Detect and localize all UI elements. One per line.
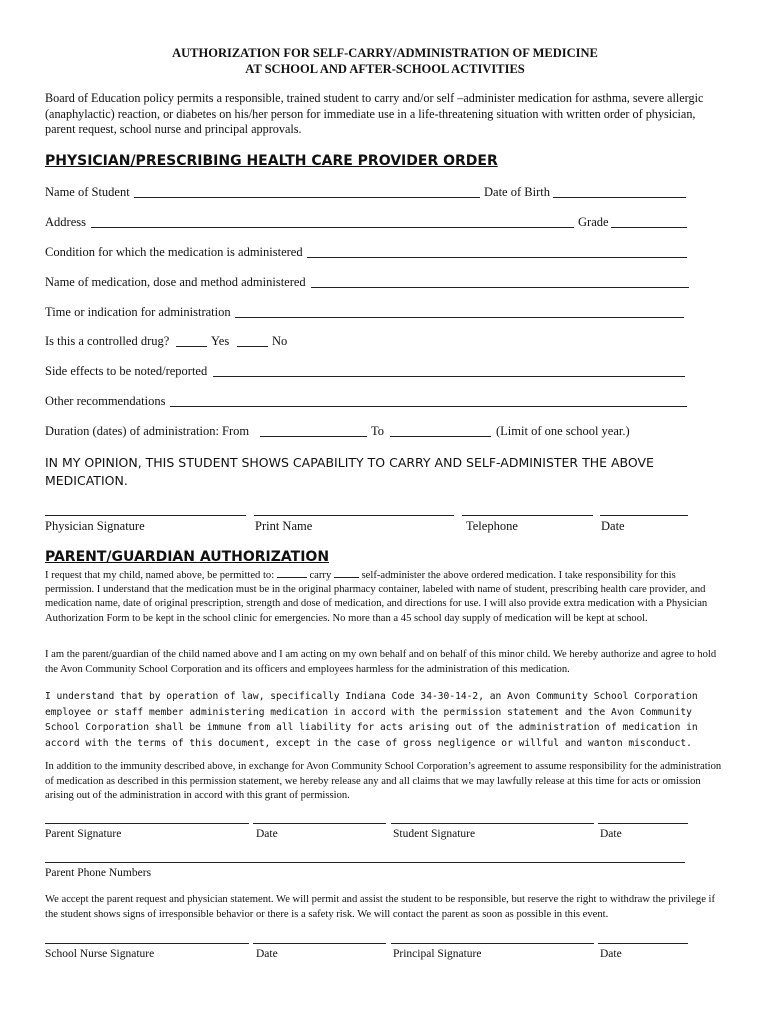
address-field[interactable] (91, 227, 574, 228)
nurse-signature-label: School Nurse Signature (45, 948, 155, 960)
parent-phone-field[interactable] (45, 862, 685, 863)
parent-date-field[interactable] (253, 823, 386, 824)
parent-request-text-b: self-administer the above ordered medication. I take responsibility for this (361, 570, 676, 581)
parent-signature-field[interactable] (45, 823, 249, 824)
other-recommendations-label: Other recommendations (45, 394, 166, 408)
controlled-drug-label: Is this a controlled drug? (45, 334, 170, 348)
medication-label: Name of medication, dose and method administered (45, 275, 306, 289)
school-acceptance-paragraph: We accept the parent request and physician statement. We will permit and assist the student to be responsible, but reserve the right to withdraw the privilege if the student shows signs of irresponsible behavior or there is a safety risk. We will contact the parent as soon as possible in this event. (45, 894, 716, 920)
telephone-label: Telephone (466, 519, 518, 533)
time-field[interactable] (235, 317, 684, 318)
parent-request-line (45, 568, 725, 584)
principal-signature-field[interactable] (391, 943, 594, 944)
parent-phone-label: Parent Phone Numbers (45, 867, 152, 879)
print-name-field[interactable] (254, 515, 454, 516)
physician-signature-field[interactable] (45, 515, 246, 516)
student-name-field[interactable] (134, 197, 480, 198)
controlled-yes-label: Yes (211, 334, 230, 348)
physician-opinion-statement: IN MY OPINION, THIS STUDENT SHOWS CAPABILITY TO CARRY AND SELF-ADMINISTER THE ABOVE MEDICATION. (45, 455, 654, 488)
release-claims-paragraph: In addition to the immunity described above, in exchange for Avon Community School Corporation’s agreement to assume responsibility for the administration of medication as described in this permission statement, we hereby release any and all claims that we may lawfully release at this time for acts or omission arising out of the administration in accord with this grant of permission. (45, 761, 722, 801)
controlled-no-field[interactable] (237, 346, 268, 347)
parent-signature-label: Parent Signature (45, 828, 122, 840)
self-administer-checkbox-line[interactable] (334, 568, 359, 578)
time-label: Time or indication for administration (45, 305, 231, 319)
condition-label: Condition for which the medication is administered (45, 245, 303, 259)
student-signature-label: Student Signature (393, 828, 476, 840)
nurse-date-label: Date (256, 948, 278, 960)
side-effects-field[interactable] (213, 376, 685, 377)
student-date-label: Date (600, 828, 622, 840)
carry-checkbox-line[interactable] (277, 568, 307, 578)
grade-label: Grade (578, 215, 609, 229)
intro-paragraph: Board of Education policy permits a responsible, trained student to carry and/or self –administer medication for asthma, severe allergic (anaphylactic) reaction, or diabetes on his/her person for immediate use in a life-threatening situation with written order of physician, parent request, school nurse and principal approvals. (45, 91, 704, 136)
address-label: Address (45, 215, 86, 229)
principal-date-label: Date (600, 948, 622, 960)
other-recommendations-field[interactable] (170, 406, 687, 407)
duration-from-field[interactable] (260, 436, 367, 437)
duration-from-label: Duration (dates) of administration: From (45, 424, 250, 438)
parent-date-label: Date (256, 828, 278, 840)
nurse-signature-field[interactable] (45, 943, 249, 944)
student-signature-field[interactable] (391, 823, 594, 824)
duration-to-field[interactable] (390, 436, 491, 437)
side-effects-label: Side effects to be noted/reported (45, 364, 208, 378)
student-date-field[interactable] (598, 823, 688, 824)
medication-field[interactable] (311, 287, 689, 288)
controlled-yes-field[interactable] (176, 346, 207, 347)
physician-date-field[interactable] (600, 515, 688, 516)
condition-field[interactable] (307, 257, 687, 258)
immunity-law-paragraph: I understand that by operation of law, specifically Indiana Code 34-30-14-2, an Avon Community School Corporation employee or staff member administering medication in accord with the permission statement and the Avon Community School Corporation shall be immune from all liability for acts arising out of the administration of medication in accord with the terms of this document, except in the case of gross negligence or willful and wanton misconduct. (45, 691, 698, 749)
principal-signature-label: Principal Signature (393, 948, 482, 960)
duration-limit-note: (Limit of one school year.) (496, 424, 630, 438)
print-name-label: Print Name (255, 519, 313, 533)
dob-label: Date of Birth (484, 185, 550, 199)
form-title-line2: AT SCHOOL AND AFTER-SCHOOL ACTIVITIES (245, 62, 525, 76)
nurse-date-field[interactable] (253, 943, 386, 944)
physician-date-label: Date (601, 519, 625, 533)
principal-date-field[interactable] (598, 943, 688, 944)
parent-request-text-a: I request that my child, named above, be permitted to: (45, 570, 275, 581)
controlled-no-label: No (272, 334, 288, 348)
student-name-label: Name of Student (45, 185, 130, 199)
dob-field[interactable] (553, 197, 686, 198)
physician-section-heading: PHYSICIAN/PRESCRIBING HEALTH CARE PROVIDER ORDER (45, 153, 498, 169)
grade-field[interactable] (611, 227, 687, 228)
parent-hold-harmless-paragraph: I am the parent/guardian of the child named above and I am acting on my own behalf and on behalf of this minor child. We hereby authorize and agree to hold the Avon Community School Corporation and its officers and employees harmless for the administration of this medication. (45, 649, 717, 675)
carry-option-label: carry (309, 570, 332, 581)
telephone-field[interactable] (462, 515, 593, 516)
parent-permission-paragraph: permission. I understand that the medication must be in the original pharmacy container, labeled with name of student, prescribing health care provider, and medication name, date of original prescription, strength and dose of medication, and directions for use. I will also provide extra medication with a Physician Authorization Form to be kept in the school clinic for emergencies. No more than a 45 school day supply of medication will be kept at school. (45, 583, 708, 624)
parent-section-heading: PARENT/GUARDIAN AUTHORIZATION (45, 549, 330, 565)
form-title-line1: AUTHORIZATION FOR SELF-CARRY/ADMINISTRATION OF MEDICINE (172, 46, 598, 60)
duration-to-label: To (371, 424, 385, 438)
physician-signature-label: Physician Signature (45, 519, 145, 533)
